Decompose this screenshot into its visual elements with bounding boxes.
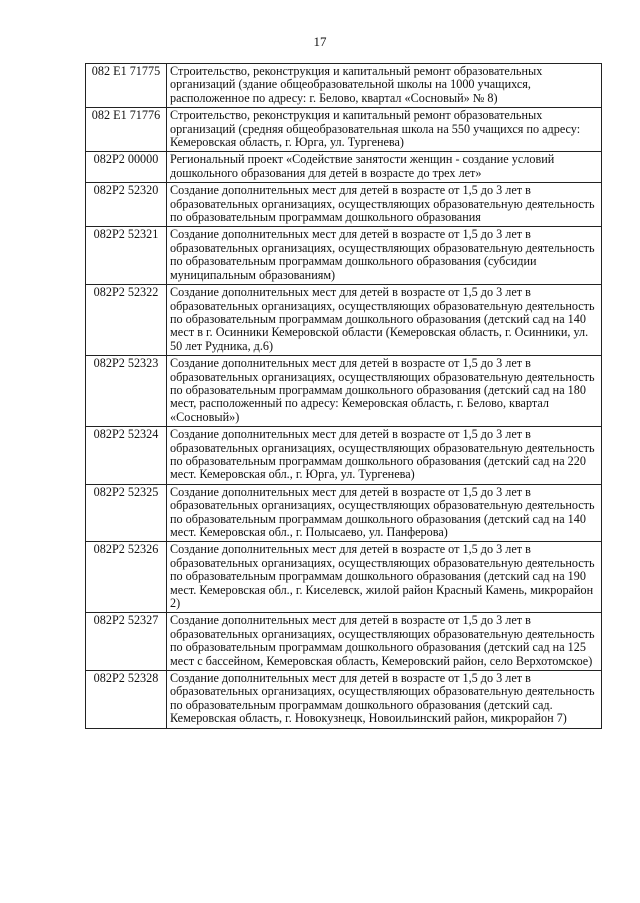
table-row	[86, 613, 602, 671]
row-code: 082P2 00000	[86, 152, 167, 183]
row-code: 082P2 52325	[86, 484, 167, 542]
row-code: 082P2 52323	[86, 356, 167, 427]
row-description: Региональный проект «Содействие занятости женщин - создание условий дошкольного образования для детей в возрасте до трех лет»	[167, 152, 602, 183]
table-row	[86, 427, 602, 485]
page-number: 17	[313, 34, 327, 49]
table-row	[86, 64, 602, 108]
row-code: 082P2 52326	[86, 542, 167, 613]
row-description: Создание дополнительных мест для детей в возрасте от 1,5 до 3 лет в образовательных организациях, осуществляющих образовательную деятельность по образовательным программам дошкольного образования (детский сад на 220 мест. Кемеровская обл., г. Юрга, ул. Тургенева)	[167, 427, 602, 485]
row-code: 082P2 52321	[86, 227, 167, 285]
row-description: Создание дополнительных мест для детей в возрасте от 1,5 до 3 лет в образовательных организациях, осуществляющих образовательную деятельность по образовательным программам дошкольного образования (детский сад на 140 мест в г. Осинники Кемеровской области (Кемеровская область, г. Осинники, ул. 50 лет Рудника, д.6)	[167, 285, 602, 356]
table-row	[86, 356, 602, 427]
row-description: Создание дополнительных мест для детей в возрасте от 1,5 до 3 лет в образовательных организациях, осуществляющих образовательную деятельность по образовательным программам дошкольного образования (детский сад на 180 мест, расположенный по адресу: Кемеровская область, г. Белово, квартал «Сосновый»)	[167, 356, 602, 427]
row-description: Создание дополнительных мест для детей в возрасте от 1,5 до 3 лет в образовательных организациях, осуществляющих образовательную деятельность по образовательным программам дошкольного образования (детский сад на 125 мест с бассейном, Кемеровская область, Кемеровский район, село Верхотомское)	[167, 613, 602, 671]
row-description: Создание дополнительных мест для детей в возрасте от 1,5 до 3 лет в образовательных организациях, осуществляющих образовательную деятельность по образовательным программам дошкольного образования (детский сад на 140 мест. Кемеровская обл., г. Полысаево, ул. Панферова)	[167, 484, 602, 542]
row-code: 082 E1 71775	[86, 64, 167, 108]
row-description: Строительство, реконструкция и капитальный ремонт образовательных организаций (средняя общеобразовательная школа на 550 учащихся по адресу: Кемеровская область, г. Юрга, ул. Тургенева)	[167, 108, 602, 152]
row-code: 082 E1 71776	[86, 108, 167, 152]
table-row	[86, 227, 602, 285]
row-description: Строительство, реконструкция и капитальный ремонт образовательных организаций (здание общеобразовательной школы на 1000 учащихся, расположенное по адресу: г. Белово, квартал «Сосновый» № 8)	[167, 64, 602, 108]
row-description: Создание дополнительных мест для детей в возрасте от 1,5 до 3 лет в образовательных организациях, осуществляющих образовательную деятельность по образовательным программам дошкольного образования (детский сад. Кемеровская область, г. Новокузнецк, Новоильинский район, микрорайон 7)	[167, 671, 602, 729]
row-code: 082P2 52324	[86, 427, 167, 485]
table-row	[86, 108, 602, 152]
table-row	[86, 285, 602, 356]
budget-code-table	[85, 63, 602, 729]
table-row	[86, 152, 602, 183]
row-code: 082P2 52322	[86, 285, 167, 356]
row-code: 082P2 52327	[86, 613, 167, 671]
row-code: 082P2 52320	[86, 183, 167, 227]
table-row	[86, 484, 602, 542]
row-description: Создание дополнительных мест для детей в возрасте от 1,5 до 3 лет в образовательных организациях, осуществляющих образовательную деятельность по образовательным программам дошкольного образования (субсидии муниципальным образованиям)	[167, 227, 602, 285]
row-code: 082P2 52328	[86, 671, 167, 729]
row-description: Создание дополнительных мест для детей в возрасте от 1,5 до 3 лет в образовательных организациях, осуществляющих образовательную деятельность по образовательным программам дошкольного образования	[167, 183, 602, 227]
table-row	[86, 183, 602, 227]
table-row	[86, 542, 602, 613]
table-row	[86, 671, 602, 729]
row-description: Создание дополнительных мест для детей в возрасте от 1,5 до 3 лет в образовательных организациях, осуществляющих образовательную деятельность по образовательным программам дошкольного образования (детский сад на 190 мест. Кемеровская обл., г. Киселевск, жилой район Красный Камень, микрорайон 2)	[167, 542, 602, 613]
